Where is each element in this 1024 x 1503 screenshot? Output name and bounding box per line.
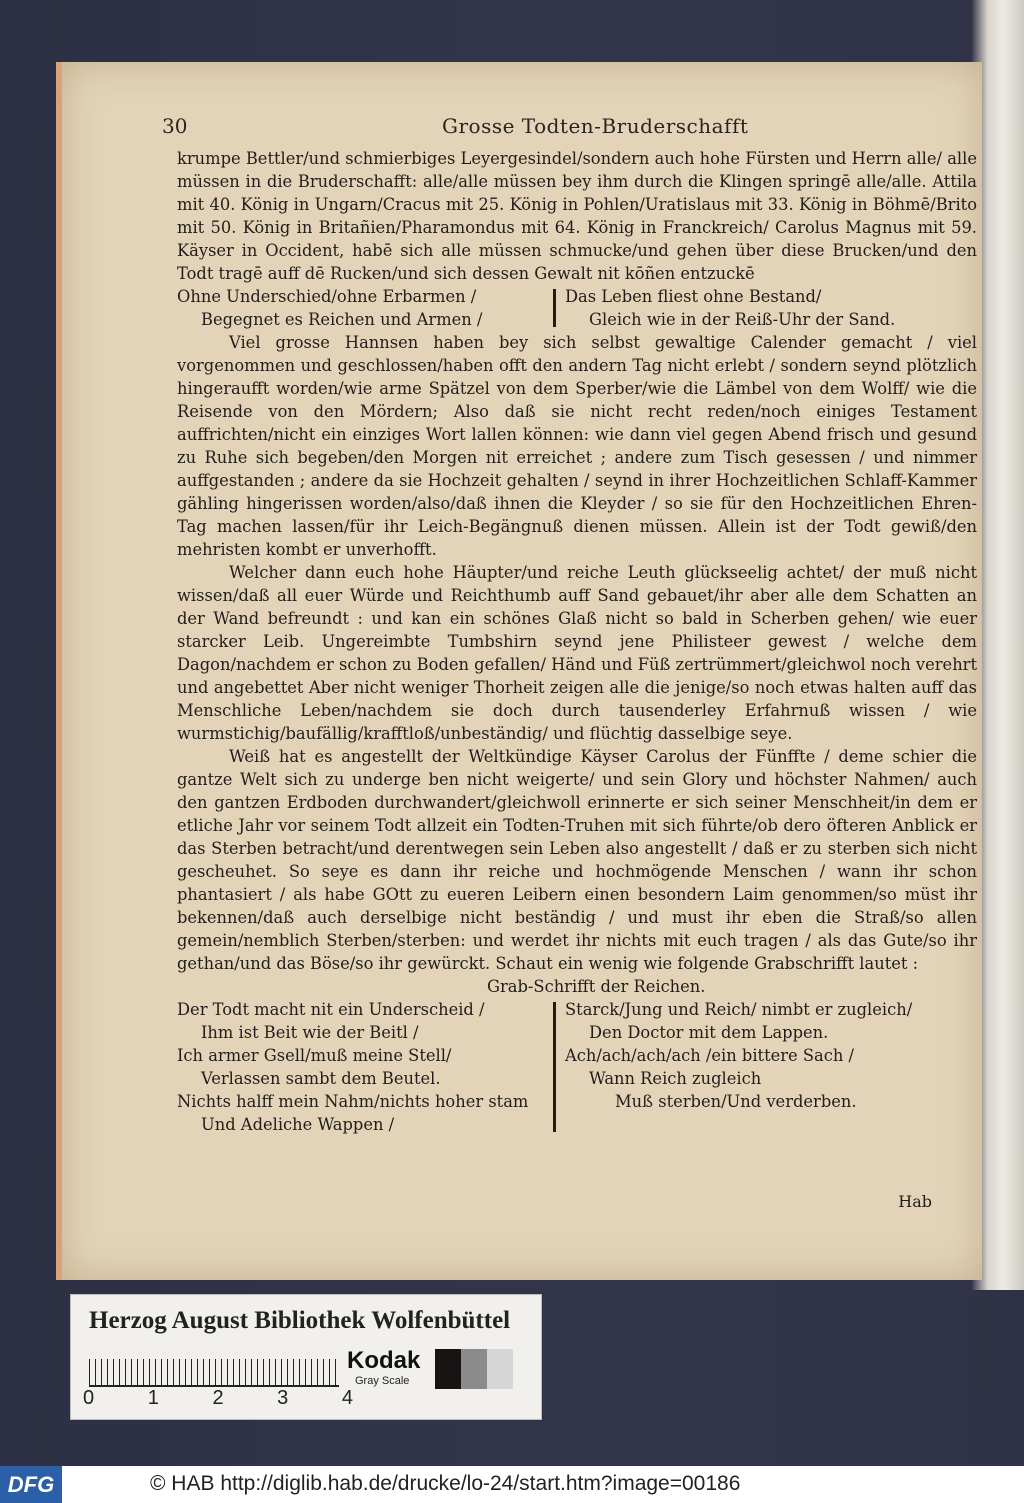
gray-patch-mid [461, 1349, 487, 1389]
catchword: Hab [898, 1192, 932, 1211]
gray-patch-light [487, 1349, 513, 1389]
paragraph-2: Viel grosse Hannsen haben bey sich selbst gewaltige Calender gemacht / viel vorgenommen und geschlossen/haben offt den andern Tag nicht erlebt / sondern seynd plötzlich hingeraufft worden/wie arme Spätzel von dem Sperber/wie die Lämbel von dem Wolff/ wie die Reisende von den Mördern; Also daß sie nicht recht reden/noch einiges Testament auffrichten/nicht ein einziges Wort lallen können: wie dann viel gegen Abend frisch und gesund zu Ruhe sich begeben/den Morgen nit erreichet ; andere zum Tisch gesessen / und nimmer auffgestanden ; andere da sie Hochzeit gehalten / seynd in ihrer Hochzeitlichen Schlaff-Kammer gähling hingerissen worden/also/daß ihnen die Kleyder / so sie für den Hochzeitlichen Ehren-Tag machen lassen/für ihr Leich-Begängnuß dienen müssen. Allein ist der Todt gewiß/den mehristen kombt er unverhofft. [177, 333, 977, 559]
running-head: Grosse Todten-Bruderschafft [442, 114, 749, 138]
verse-block-2 [177, 998, 977, 1136]
verse-line: Ohne Underschied/ohne Erbarmen / [177, 287, 477, 306]
verse-line: Den Doctor mit dem Lappen. [589, 1023, 829, 1042]
verse-line: Ihm ist Beit wie der Beitl / [201, 1023, 419, 1042]
color-calibration-strip [70, 1294, 542, 1420]
page-text [177, 147, 977, 1136]
verse-line: Starck/Jung und Reich/ nimbt er zugleich/ [565, 1000, 913, 1019]
verse-line: Verlassen sambt dem Beutel. [201, 1069, 441, 1088]
dfg-logo: DFG [0, 1466, 62, 1503]
kodak-brand: Kodak [347, 1347, 421, 1374]
verse-line: Nichts halff mein Nahm/nichts hoher stam [177, 1092, 529, 1111]
verse-line: Ach/ach/ach/ach /ein bittere Sach / [565, 1046, 854, 1065]
gray-scale-label: Gray Scale [355, 1375, 410, 1387]
paragraph-1: krumpe Bettler/und schmierbiges Leyergesindel/sondern auch hohe Fürsten und Herrn alle/ alle müssen in die Bruderschafft: alle/alle müssen bey ihm durch die Klingen springē alle/alle. Attila mit 40. König in Ungarn/Cracus mit 25. König in Pohlen/Uratislaus mit 33. König in Böhmē/Brito mit 50. König in Britañien/Pharamondus mit 64. König in Franckreich/ Carolus Magnus mit 59. Käyser in Occident, habē sich alle müssen schmucke/und gehen über diese Brucken/und den Todt tragē auff dē Rucken/und sich dessen Gewalt nit kōñen entzuckē [177, 149, 977, 283]
paragraph-4: Weiß hat es angestellt der Weltkündige Käyser Carolus der Fünffte / deme schier die gantze Welt sich zu underge ben nicht weigerte/ und sein Glory und höchster Nahmen/ auch den gantzen Erdboden durchwandert/gleichwoll erinnerte er sich seiner Menschheit/in dem er etliche Jahr vor seinem Todt allzeit ein Todten-Truhen mit sich führte/ob dero öfteren Anblick er das Sterben betracht/und derentwegen sein Leben also angestellt / daß er zu sterben sich nicht gescheuhet. So seye es dann ihr reiche und hochmögende Menschen / wann ihr schon phantasiert / als habe GOtt zu eueren Leibern einen besondern Laim genommen/so müst ihr bekennen/daß auch derselbige nicht beständig / und must ihr eben die Straß/so allen gemein/nemblich Sterben/sterben: und werdet ihr nichts mit euch tragen / als das Gute/so ihr gethan/und das Böse/so ihr gewürckt. Schaut ein wenig wie folgende Grabschrifft lautet : [177, 747, 977, 973]
verse-block-1 [177, 285, 977, 331]
verse-line: Das Leben fliest ohne Bestand/ [565, 287, 822, 306]
verse-line: Der Todt macht nit ein Underscheid / [177, 1000, 485, 1019]
verse-line: Wann Reich zugleich [589, 1069, 762, 1088]
tick-label: 0 [83, 1387, 95, 1409]
tick-label: 3 [277, 1387, 289, 1409]
paragraph-3: Welcher dann euch hohe Häupter/und reiche Leuth glückseelig achtet/ der muß nicht wissen/daß all euer Würde und Reichthumb auff Sand gebauet/ihr aber alle dem Schatten an der Wand befreundt : und kan ein schönes Glaß nicht so bald in Scherben gehen/ wie euer starcker Leib. Ungereimbte Tumbshirn seynd jene Philisteer gewest / welche dem Dagon/nachdem er schon zu Boden gefallen/ Händ und Füß zertrümmert/gleichwol noch verehrt und angebettet Aber nicht weniger Thorheit zeigen alle die jenige/so noch etwas halten auff das Menschliche Leben/nachdem sie doch durch tausenderley Erfahrnuß wissen / wie wurmstichig/baufällig/krafftloß/unbeständig/ und flüchtig dasselbige seye. [177, 563, 977, 743]
verse-bracket [553, 289, 559, 327]
gray-patch-dark [435, 1349, 461, 1389]
book-page [56, 62, 982, 1280]
footer-bar [0, 1466, 1024, 1503]
verse-line: Gleich wie in der Reiß-Uhr der Sand. [589, 310, 896, 329]
page-number: 30 [162, 114, 188, 138]
verse-bracket [553, 1002, 559, 1132]
verse-line: Und Adeliche Wappen / [201, 1115, 395, 1134]
credit-link[interactable]: © HAB http://diglib.hab.de/drucke/lo-24/start.htm?image=00186 [150, 1472, 741, 1495]
ruler [89, 1345, 339, 1387]
tick-label: 1 [147, 1387, 159, 1409]
verse-line: Begegnet es Reichen und Armen / [201, 310, 483, 329]
library-name: Herzog August Bibliothek Wolfenbüttel [89, 1307, 511, 1334]
ruler-ticks [83, 1387, 353, 1410]
tick-label: 4 [341, 1387, 353, 1409]
verse-line: Ich armer Gsell/muß meine Stell/ [177, 1046, 452, 1065]
tick-label: 2 [212, 1387, 224, 1409]
verse-line: Muß sterben/Und verderben. [615, 1092, 857, 1111]
epitaph-title: Grab-Schrifft der Reichen. [487, 977, 706, 996]
